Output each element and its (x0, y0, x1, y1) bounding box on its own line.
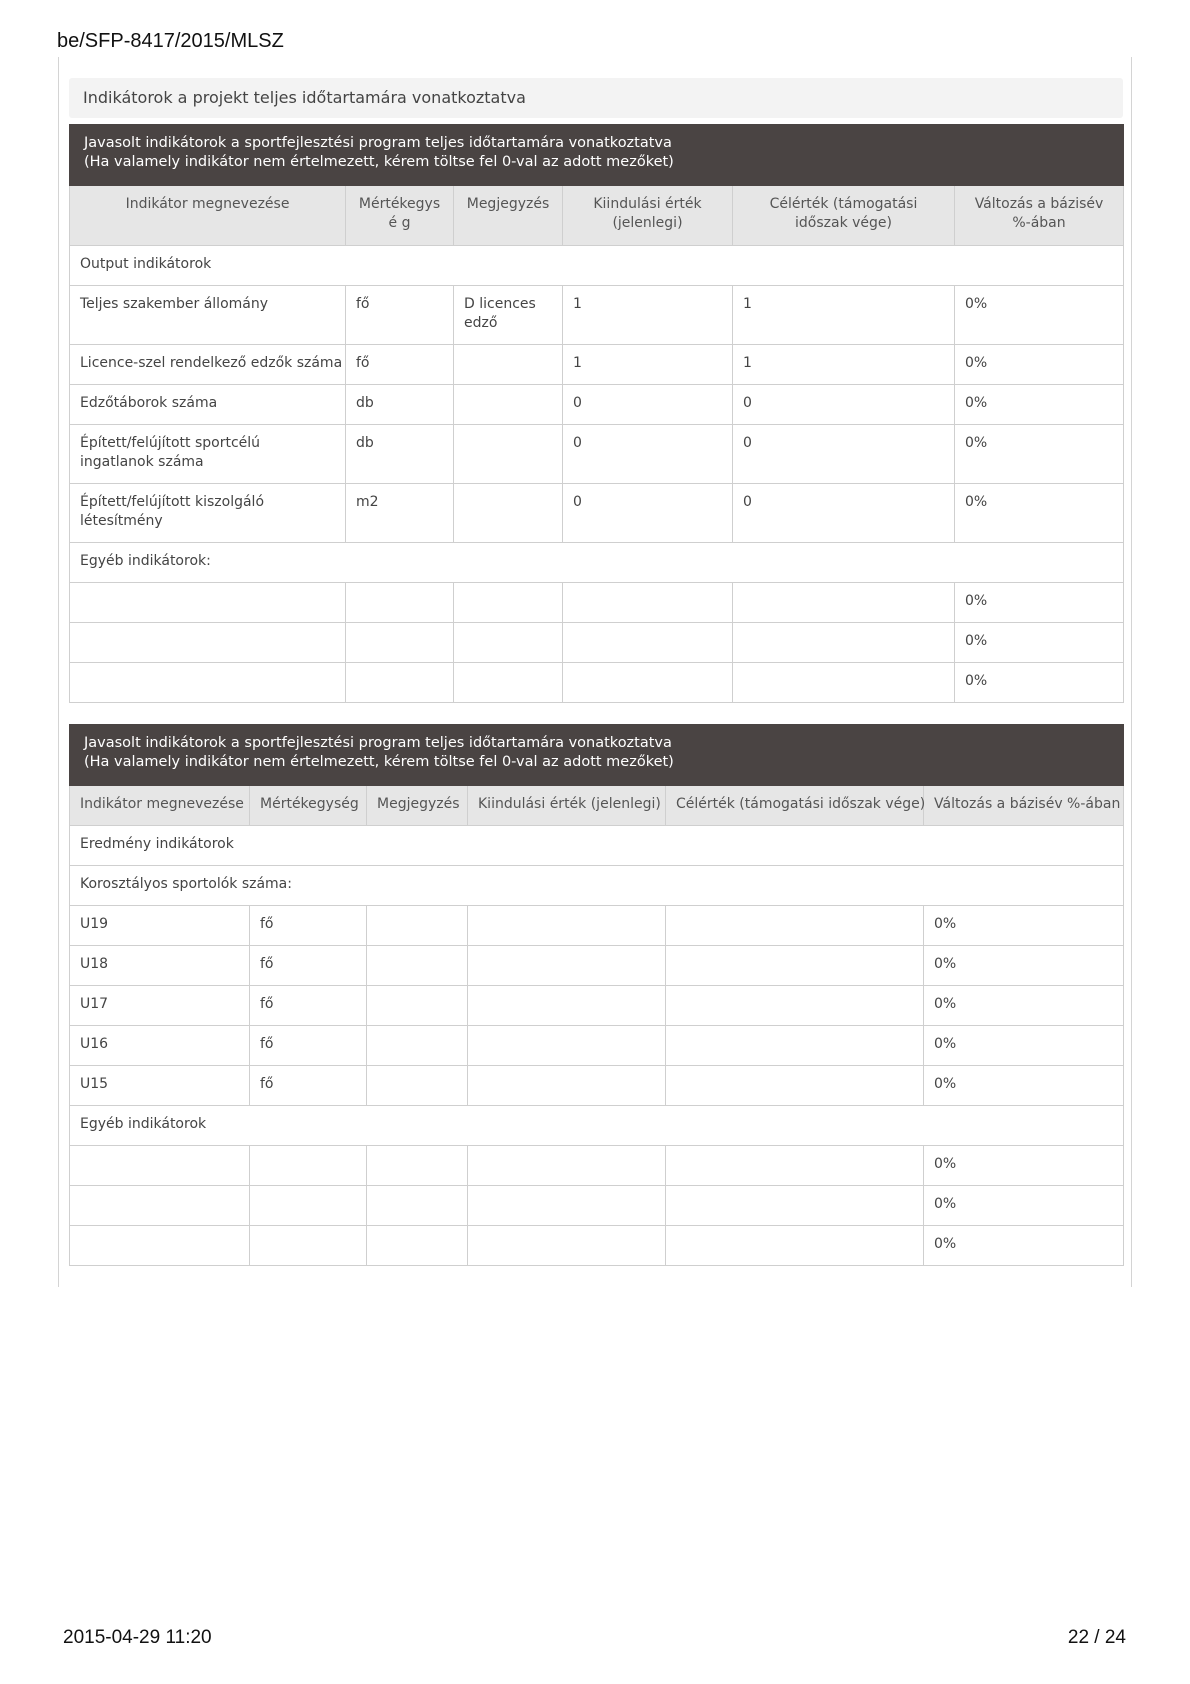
indicator-note: D licences edző (454, 286, 563, 345)
column-header-unit: Mértékegysé g (346, 186, 454, 246)
indicator-name: U17 (70, 986, 250, 1026)
indicator-change: 0% (924, 946, 1124, 986)
indicator-change: 0% (955, 484, 1124, 543)
indicator-change: 0% (924, 1026, 1124, 1066)
column-header-base: Kiindulási érték (jelenlegi) (468, 786, 666, 826)
result-indicators-table (69, 724, 1124, 1266)
table-row (70, 1226, 1124, 1266)
indicator-name: Edzőtáborok száma (70, 385, 346, 425)
indicator-unit: db (346, 385, 454, 425)
indicator-note (454, 484, 563, 543)
group-label: Output indikátorok (70, 246, 1124, 286)
indicator-note (454, 425, 563, 484)
indicator-note (454, 345, 563, 385)
indicator-base: 0 (563, 385, 733, 425)
indicator-name: Épített/felújított kiszolgáló létesítmény (70, 484, 346, 543)
indicator-note (454, 385, 563, 425)
column-header-note: Megjegyzés (367, 786, 468, 826)
group-label: Egyéb indikátorok: (70, 543, 1124, 583)
indicator-name: Teljes szakember állomány (70, 286, 346, 345)
indicator-change: 0% (924, 1226, 1124, 1266)
indicator-change: 0% (955, 583, 1124, 623)
column-header-base: Kiindulási érték (jelenlegi) (563, 186, 733, 246)
indicator-target: 0 (733, 385, 955, 425)
indicator-unit: fő (250, 1066, 367, 1106)
table-row (70, 484, 1124, 543)
group-label: Eredmény indikátorok (70, 826, 1124, 866)
table-title (70, 725, 1124, 786)
document-reference: be/SFP-8417/2015/MLSZ (57, 30, 284, 52)
indicator-unit: fő (250, 1026, 367, 1066)
table-row (70, 663, 1124, 703)
indicator-target: 0 (733, 425, 955, 484)
indicator-unit: fő (250, 906, 367, 946)
table-row (70, 385, 1124, 425)
indicator-change: 0% (924, 1146, 1124, 1186)
indicator-name: U16 (70, 1026, 250, 1066)
table-row (70, 1146, 1124, 1186)
indicator-target: 1 (733, 345, 955, 385)
table-title (70, 125, 1124, 186)
indicator-change: 0% (924, 906, 1124, 946)
indicator-change: 0% (955, 345, 1124, 385)
column-header-note: Megjegyzés (454, 186, 563, 246)
column-header-target: Célérték (támogatási időszak vége) (666, 786, 924, 826)
indicator-change: 0% (924, 986, 1124, 1026)
indicator-name: U15 (70, 1066, 250, 1106)
table-row (70, 425, 1124, 484)
group-label: Korosztályos sportolók száma: (70, 866, 1124, 906)
indicator-base: 0 (563, 484, 733, 543)
indicator-name: U19 (70, 906, 250, 946)
indicator-unit: db (346, 425, 454, 484)
table-row (70, 946, 1124, 986)
indicator-change: 0% (955, 425, 1124, 484)
table-row (70, 286, 1124, 345)
table-row (70, 1026, 1124, 1066)
indicator-change: 0% (955, 623, 1124, 663)
indicator-unit: fő (346, 286, 454, 345)
output-indicators-table (69, 124, 1124, 703)
indicator-change: 0% (924, 1066, 1124, 1106)
table-title-line2: (Ha valamely indikátor nem értelmezett, kérem töltse fel 0-val az adott mezőket) (84, 154, 674, 170)
indicator-unit: fő (346, 345, 454, 385)
column-header-change: Változás a bázisév %-ában (955, 186, 1124, 246)
indicator-name: Épített/felújított sportcélú ingatlanok száma (70, 425, 346, 484)
table-row (70, 583, 1124, 623)
indicator-target: 0 (733, 484, 955, 543)
indicator-name: U18 (70, 946, 250, 986)
table-row (70, 986, 1124, 1026)
indicator-change: 0% (924, 1186, 1124, 1226)
table-title-line2: (Ha valamely indikátor nem értelmezett, kérem töltse fel 0-val az adott mezőket) (84, 754, 674, 770)
table-row (70, 623, 1124, 663)
indicator-target: 1 (733, 286, 955, 345)
table-row (70, 1066, 1124, 1106)
indicator-unit: fő (250, 946, 367, 986)
section-title: Indikátorok a projekt teljes időtartamára vonatkoztatva (69, 78, 1123, 118)
column-header-unit: Mértékegység (250, 786, 367, 826)
column-header-change: Változás a bázisév %-ában (924, 786, 1124, 826)
indicator-base: 1 (563, 286, 733, 345)
table-title-line1: Javasolt indikátorok a sportfejlesztési program teljes időtartamára vonatkoztatva (84, 735, 672, 751)
table-row (70, 1186, 1124, 1226)
table-row (70, 345, 1124, 385)
table-row (70, 906, 1124, 946)
indicator-change: 0% (955, 286, 1124, 345)
indicator-unit: m2 (346, 484, 454, 543)
indicator-change: 0% (955, 663, 1124, 703)
indicator-unit: fő (250, 986, 367, 1026)
table-title-line1: Javasolt indikátorok a sportfejlesztési program teljes időtartamára vonatkoztatva (84, 135, 672, 151)
indicator-base: 0 (563, 425, 733, 484)
indicator-change: 0% (955, 385, 1124, 425)
column-header-name: Indikátor megnevezése (70, 186, 346, 246)
footer-datetime: 2015-04-29 11:20 (63, 1627, 212, 1648)
column-header-target: Célérték (támogatási időszak vége) (733, 186, 955, 246)
indicator-name: Licence-szel rendelkező edzők száma (70, 345, 346, 385)
group-label: Egyéb indikátorok (70, 1106, 1124, 1146)
column-header-name: Indikátor megnevezése (70, 786, 250, 826)
footer-page-number: 22 / 24 (1067, 1627, 1126, 1648)
indicator-base: 1 (563, 345, 733, 385)
